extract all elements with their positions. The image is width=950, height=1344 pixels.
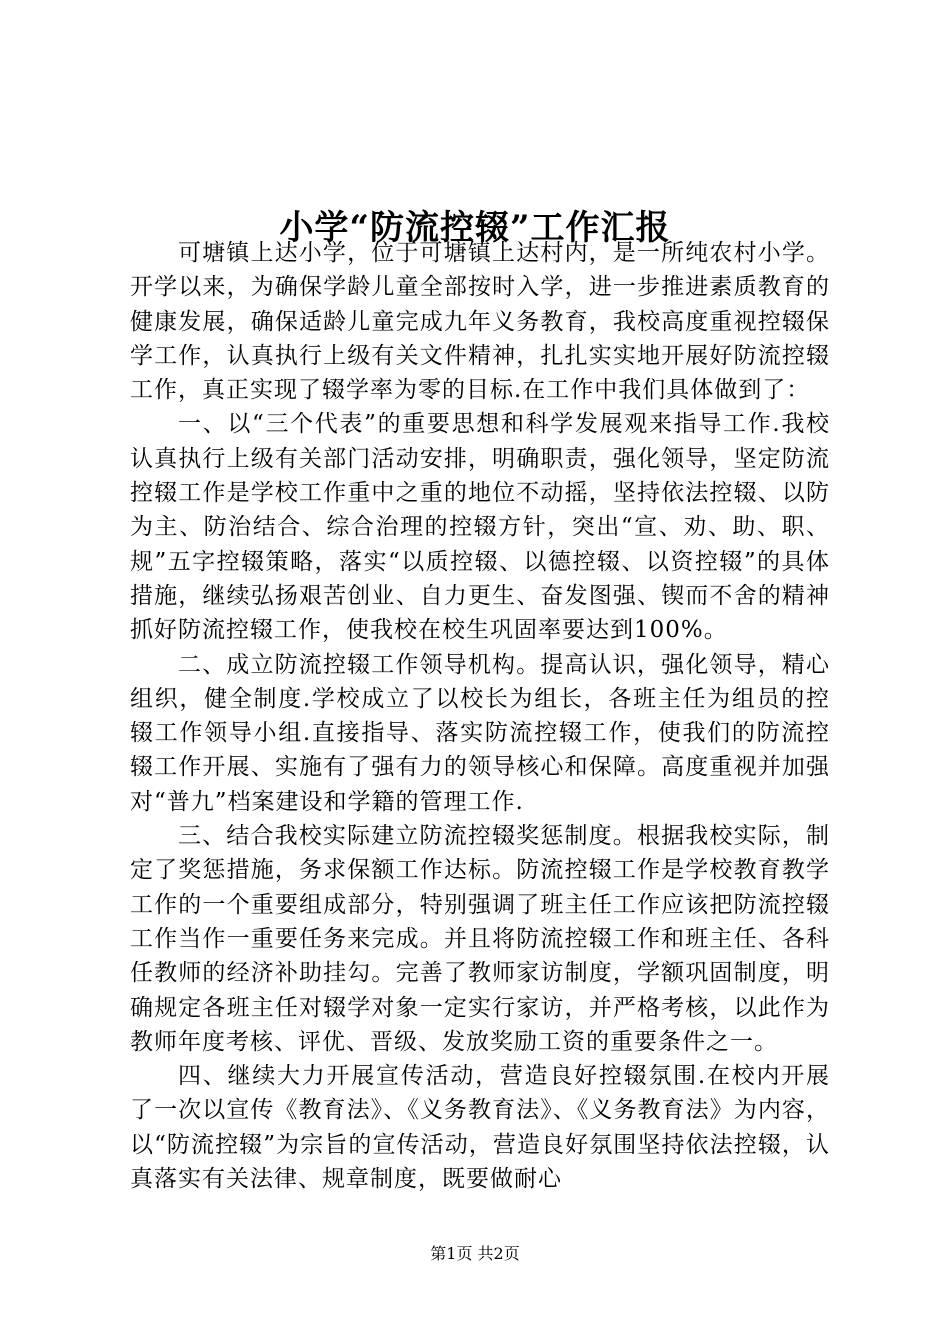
paragraph-section-1: 一、以“三个代表”的重要思想和科学发展观来指导工作.我校认真执行上级有关部门活动安排，明确职责，强化领导，坚定防流控辍工作是学校工作重中之重的地位不动摇，坚持依法控辍、以防为主、防治结合、综合治理的控辍方针，突出“宣、劝、助、职、规”五字控辍策略，落实“以质控辍、以德控辍、以资控辍”的具体措施，继续弘扬艰苦创业、自力更生、奋发图强、锲而不舍的精神抓好防流控辍工作，使我校在校生巩固率要达到100%。	[130, 411, 830, 644]
page-number-footer: 第1页 共2页	[430, 1244, 520, 1263]
paragraph-intro: 可塘镇上达小学，位于可塘镇上达村内，是一所纯农村小学。开学以来，为确保学龄儿童全部按时入学，进一步推进素质教育的健康发展，确保适龄儿童完成九年义务教育，我校高度重视控辍保学工作，认真执行上级有关文件精神，扎扎实实地开展好防流控辍工作，真正实现了辍学率为零的目标.在工作中我们具体做到了：	[130, 240, 830, 404]
document-title: 小学“防流控辍”工作汇报	[279, 207, 671, 248]
paragraph-section-2: 二、成立防流控辍工作领导机构。提高认识，强化领导，精心组织，健全制度.学校成立了以校长为组长，各班主任为组员的控辍工作领导小组.直接指导、落实防流控辍工作，使我们的防流控辍工作开展、实施有了强有力的领导核心和保障。高度重视并加强对“普九”档案建设和学籍的管理工作.	[130, 651, 830, 815]
document-body	[130, 236, 830, 1196]
paragraph-section-3: 三、结合我校实际建立防流控辍奖惩制度。根据我校实际，制定了奖惩措施，务求保额工作达标。防流控辍工作是学校教育教学工作的一个重要组成部分，特别强调了班主任工作应该把防流控辍工作当作一重要任务来完成。并且将防流控辍工作和班主任、各科任教师的经济补助挂勾。完善了教师家访制度，学额巩固制度，明确规定各班主任对辍学对象一定实行家访，并严格考核，以此作为教师年度考核、评优、晋级、发放奖励工资的重要条件之一。	[130, 823, 830, 1055]
paragraph-section-4: 四、继续大力开展宣传活动，营造良好控辍氛围.在校内开展了一次以宣传《教育法》、《义务教育法》、《义务教育法》为内容，以“防流控辍”为宗旨的宣传活动，营造良好氛围坚持依法控辍，认真落实有关法律、规章制度，既要做耐心	[130, 1063, 830, 1193]
